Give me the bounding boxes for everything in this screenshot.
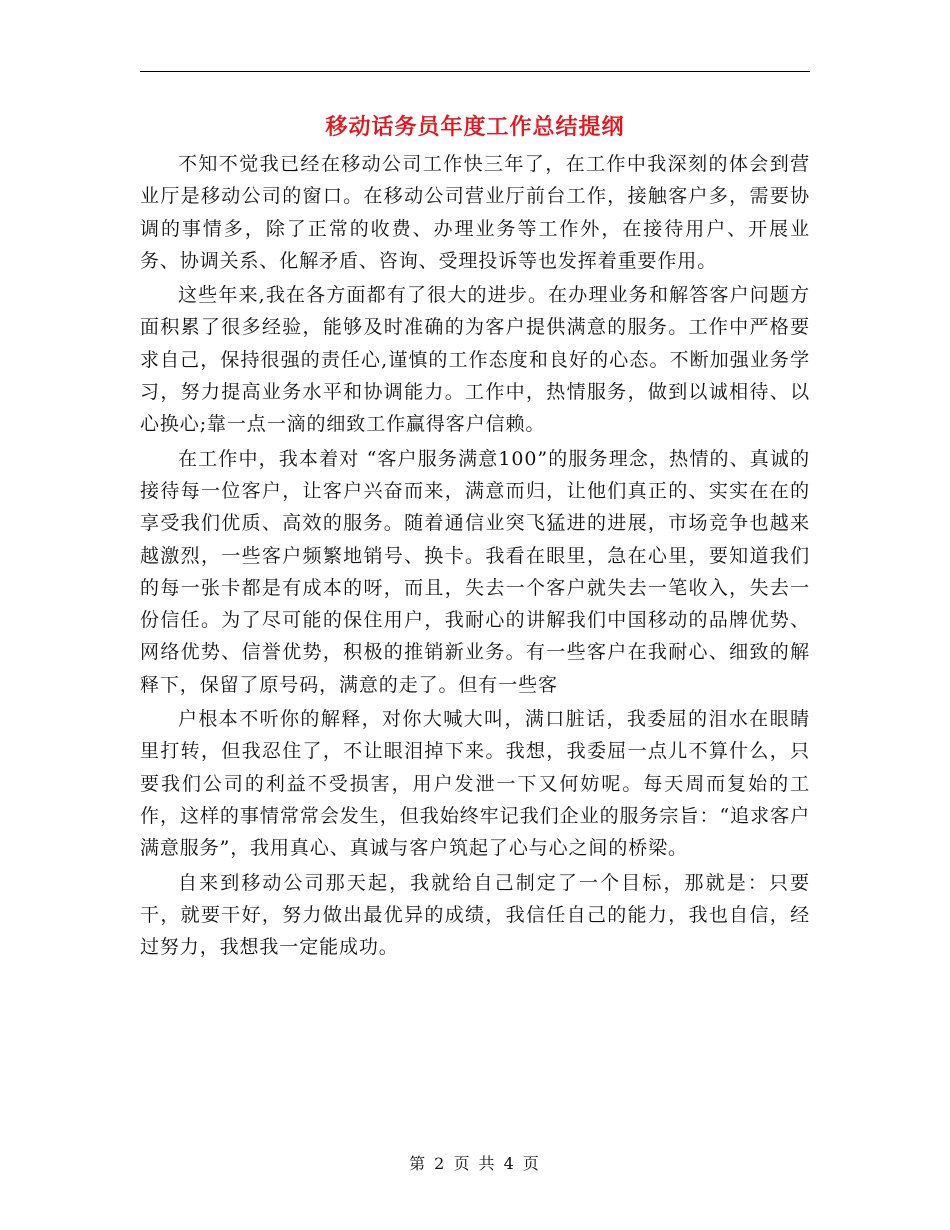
page-number-footer: 第 2 页 共 4 页: [409, 1154, 541, 1173]
document-body: [140, 148, 810, 965]
paragraph-5: 自来到移动公司那天起，我就给自己制定了一个目标，那就是：只要干，就要干好，努力做出最优异的成绩，我信任自己的能力，我也自信，经过努力，我想我一定能成功。: [140, 871, 810, 959]
paragraph-1: 不知不觉我已经在移动公司工作快三年了，在工作中我深刻的体会到营业厅是移动公司的窗口。在移动公司营业厅前台工作，接触客户多，需要协调的事情多，除了正常的收费、办理业务等工作外，在接待用户、开展业务、协调关系、化解矛盾、咨询、受理投诉等也发挥着重要作用。: [140, 153, 810, 272]
paragraph-4: 户根本不听你的解释，对你大喊大叫，满口脏话，我委屈的泪水在眼睛里打转，但我忍住了，不让眼泪掉下来。我想，我委屈一点儿不算什么，只要我们公司的利益不受损害，用户发泄一下又何妨呢。每天周而复始的工作，这样的事情常常会发生，但我始终牢记我们企业的服务宗旨：“追求客户满意服务”，我用真心、真诚与客户筑起了心与心之间的桥梁。: [140, 708, 810, 860]
header-rule: [140, 71, 810, 72]
paragraph-2: 这些年来,我在各方面都有了很大的进步。在办理业务和解答客户问题方面积累了很多经验，能够及时准确的为客户提供满意的服务。工作中严格要求自己，保持很强的责任心,谨慎的工作态度和良好的心态。不断加强业务学习，努力提高业务水平和协调能力。工作中，热情服务，做到以诚相待、以心换心;靠一点一滴的细致工作赢得客户信赖。: [140, 284, 810, 436]
document-title: 移动话务员年度工作总结提纲: [325, 114, 625, 140]
paragraph-3: 在工作中，我本着对 “客户服务满意100”的服务理念，热情的、真诚的接待每一位客户，让客户兴奋而来，满意而归，让他们真正的、实实在在的享受我们优质、高效的服务。随着通信业突飞猛进的进展，市场竞争也越来越激烈，一些客户频繁地销号、换卡。我看在眼里，急在心里，要知道我们的每一张卡都是有成本的呀，而且，失去一个客户就失去一笔收入，失去一份信任。为了尽可能的保住用户，我耐心的讲解我们中国移动的品牌优势、网络优势、信誉优势，积极的推销新业务。有一些客户在我耐心、细致的解释下，保留了原号码，满意的走了。但有一些客: [140, 447, 810, 696]
